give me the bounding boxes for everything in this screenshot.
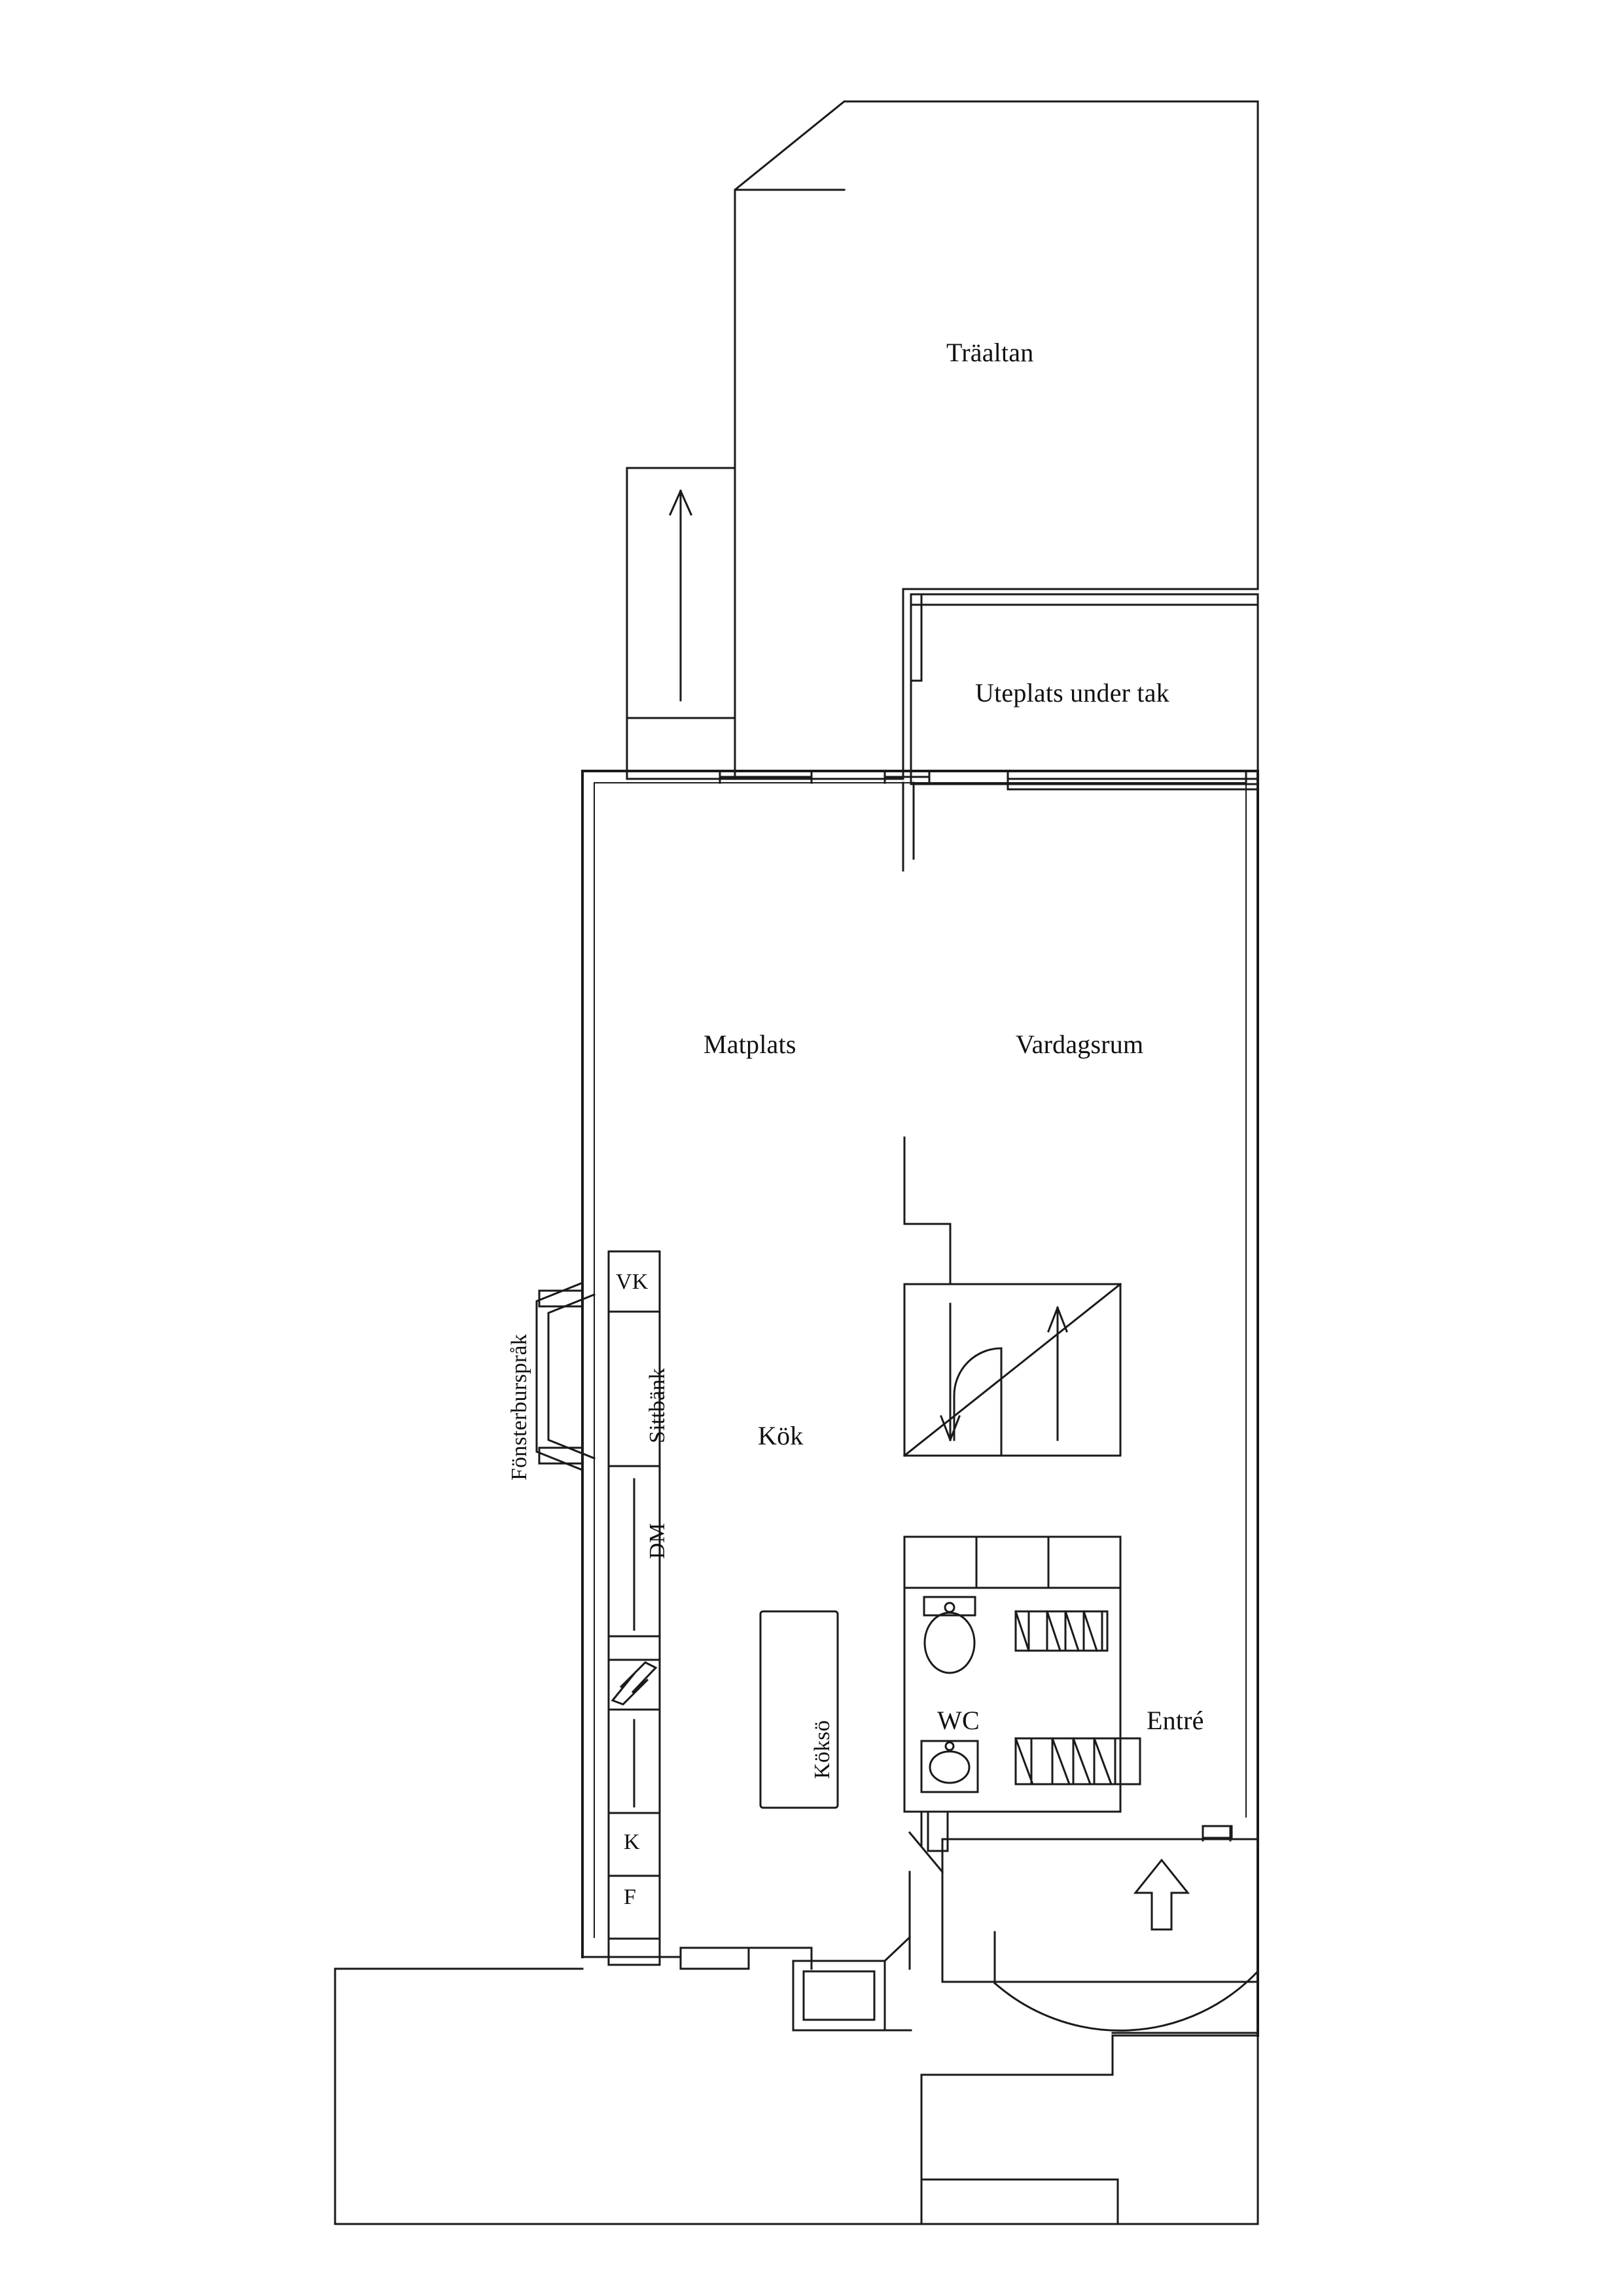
window-openings-top [720,771,1246,783]
room-label-wc: WC [937,1706,980,1735]
balcony-door [903,783,914,870]
stair-run [627,468,735,779]
fixture-label-koekso: Köksö [810,1720,834,1779]
entry-area [910,1812,1258,2030]
hatch-upper [1016,1611,1107,1651]
fixture-label-vk: VK [616,1270,649,1294]
entry-arrow [1135,1860,1188,1929]
sink-fixture [921,1741,978,1792]
lower-structure [335,1969,1258,2224]
room-label-entre: Entré [1147,1706,1204,1735]
room-label-matplats: Matplats [704,1030,796,1059]
fixture-label-sittbank: Sittbänk [645,1368,669,1443]
room-label-vardagsrum: Vardagsrum [1016,1030,1144,1059]
apartment-inner-wall-lines [594,783,1246,1937]
room-label-traaltan: Träaltan [946,338,1034,367]
kitchen-run [609,1251,660,1965]
room-label-uteplats: Uteplats under tak [975,678,1169,708]
fixture-label-f: F [624,1885,637,1909]
room-label-kok: Kök [758,1421,804,1450]
interior-staircase [904,1138,1120,1456]
wc-room [904,1537,1140,1812]
fixture-label-k: K [624,1830,640,1854]
bay-window [537,1283,594,1470]
fixture-label-dm: DM [645,1522,669,1559]
toilet-fixture [924,1597,975,1673]
annotation-label-fonsterburspraak: Fönsterburspråk [507,1334,531,1480]
